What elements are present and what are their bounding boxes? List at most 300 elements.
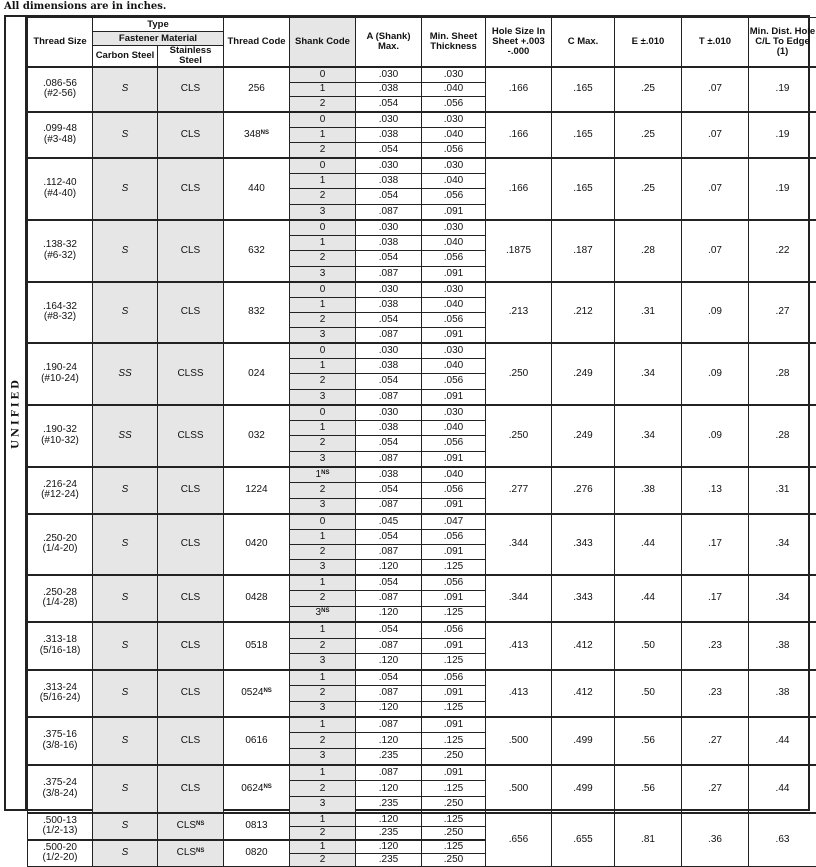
thread-size-alt: (#8-32) xyxy=(28,312,92,323)
e-cell: .44 xyxy=(615,514,682,575)
a-shank-cell: .120 xyxy=(356,813,422,827)
hole-size-cell: .500 xyxy=(486,765,552,813)
shank-code-cell: 2 xyxy=(290,142,356,158)
a-shank-cell: .120 xyxy=(356,559,422,575)
thread-code-cell: $0624^{NS}$ xyxy=(224,765,290,813)
thread-code-cell: 0616 xyxy=(224,717,290,765)
shank-code-cell: 2 xyxy=(290,686,356,701)
t-cell: .17 xyxy=(682,514,749,575)
min-sheet-cell: .040 xyxy=(422,174,486,189)
table-row xyxy=(28,67,816,82)
shank-code-cell: 3 xyxy=(290,498,356,514)
min-sheet-cell: .056 xyxy=(422,97,486,112)
stainless-steel-cell: $CLS^{NS}$ xyxy=(158,840,224,867)
min-sheet-cell: .250 xyxy=(422,797,486,813)
e-cell: .38 xyxy=(615,467,682,514)
a-shank-cell: .038 xyxy=(356,359,422,374)
c-max-cell: .412 xyxy=(552,670,615,717)
edge-dist-cell: .44 xyxy=(749,717,816,765)
e-cell: .25 xyxy=(615,158,682,220)
min-sheet-cell: .091 xyxy=(422,717,486,733)
a-shank-cell: .235 xyxy=(356,749,422,765)
thread-size: .138-32 xyxy=(28,240,92,251)
carbon-steel-cell: S xyxy=(93,220,158,282)
th-min-dist: Min. Dist. Hole C/L To Edge (1) xyxy=(749,18,816,67)
shank-code-cell: 0 xyxy=(290,282,356,298)
edge-dist-cell: .19 xyxy=(749,67,816,112)
shank-code-cell: 0 xyxy=(290,158,356,174)
a-shank-cell: .087 xyxy=(356,591,422,606)
c-max-cell: .343 xyxy=(552,514,615,575)
a-shank-cell: .087 xyxy=(356,327,422,343)
thread-size: .112-40 xyxy=(28,178,92,189)
thread-size: .164-32 xyxy=(28,302,92,313)
a-shank-cell: .087 xyxy=(356,765,422,781)
a-shank-cell: .054 xyxy=(356,97,422,112)
e-cell: .25 xyxy=(615,112,682,158)
shank-code-cell: 2 xyxy=(290,189,356,204)
carbon-steel-cell: S xyxy=(93,158,158,220)
thread-size-cell xyxy=(28,220,93,282)
thread-code-cell: 832 xyxy=(224,282,290,343)
t-cell: .27 xyxy=(682,717,749,765)
e-cell: .56 xyxy=(615,717,682,765)
stainless-steel-cell: CLS xyxy=(158,112,224,158)
table-row xyxy=(28,575,816,591)
a-shank-cell: .087 xyxy=(356,544,422,559)
min-sheet-cell: .056 xyxy=(422,529,486,544)
t-cell: .07 xyxy=(682,220,749,282)
stainless-steel-cell: CLSS xyxy=(158,343,224,405)
min-sheet-cell: .125 xyxy=(422,606,486,622)
shank-code-cell: 2 xyxy=(290,312,356,327)
shank-code-cell: 0 xyxy=(290,112,356,128)
thread-size: .500-13 xyxy=(28,816,92,827)
stainless-steel-cell: CLS xyxy=(158,158,224,220)
thread-size-alt: (#10-32) xyxy=(28,436,92,447)
table-row xyxy=(28,158,816,174)
hole-size-cell: .166 xyxy=(486,112,552,158)
ns-superscript: NS xyxy=(196,848,204,854)
thread-size-alt: (#6-32) xyxy=(28,251,92,262)
shank-code-cell: 1 xyxy=(290,840,356,854)
th-e: E ±.010 xyxy=(615,18,682,67)
spec-table-frame xyxy=(4,15,810,811)
a-shank-cell: .087 xyxy=(356,204,422,220)
c-max-cell: .499 xyxy=(552,717,615,765)
thread-size: .500-20 xyxy=(28,843,92,854)
a-shank-cell: .235 xyxy=(356,853,422,866)
a-shank-cell: .054 xyxy=(356,189,422,204)
a-shank-cell: .030 xyxy=(356,220,422,236)
edge-dist-cell: .38 xyxy=(749,670,816,717)
shank-code-cell: 2 xyxy=(290,781,356,797)
shank-code-cell: $1^{NS}$ xyxy=(290,467,356,483)
hole-size-cell: .413 xyxy=(486,622,552,670)
min-sheet-cell: .056 xyxy=(422,142,486,158)
thread-size-cell xyxy=(28,343,93,405)
min-sheet-cell: .091 xyxy=(422,591,486,606)
shank-code-cell: 2 xyxy=(290,544,356,559)
thread-size-cell xyxy=(28,765,93,813)
a-shank-cell: .038 xyxy=(356,127,422,142)
thread-size-cell xyxy=(28,112,93,158)
min-sheet-cell: .091 xyxy=(422,327,486,343)
carbon-steel-cell: S xyxy=(93,467,158,514)
hole-size-cell: .277 xyxy=(486,467,552,514)
shank-code-cell: 1 xyxy=(290,813,356,827)
min-sheet-cell: .030 xyxy=(422,282,486,298)
hole-size-cell: .166 xyxy=(486,67,552,112)
min-sheet-cell: .250 xyxy=(422,749,486,765)
shank-code-cell: 1 xyxy=(290,670,356,686)
a-shank-cell: .030 xyxy=(356,112,422,128)
shank-code-cell: 0 xyxy=(290,514,356,530)
stainless-steel-cell: CLS xyxy=(158,765,224,813)
carbon-steel-cell: S xyxy=(93,112,158,158)
th-shank-code: Shank Code xyxy=(290,18,356,67)
thread-code-cell: 0420 xyxy=(224,514,290,575)
e-cell: .81 xyxy=(615,813,682,867)
carbon-steel-cell: S xyxy=(93,840,158,867)
table-row xyxy=(28,514,816,530)
a-shank-cell: .120 xyxy=(356,840,422,854)
min-sheet-cell: .091 xyxy=(422,451,486,467)
c-max-cell: .343 xyxy=(552,575,615,622)
shank-code-cell: 3 xyxy=(290,749,356,765)
e-cell: .31 xyxy=(615,282,682,343)
min-sheet-cell: .030 xyxy=(422,405,486,421)
edge-dist-cell: .34 xyxy=(749,514,816,575)
thread-size-alt: (#4-40) xyxy=(28,189,92,200)
edge-dist-cell: .38 xyxy=(749,622,816,670)
edge-dist-cell: .19 xyxy=(749,112,816,158)
table-row xyxy=(28,670,816,686)
hole-size-cell: .656 xyxy=(486,813,552,867)
carbon-steel-cell: S xyxy=(93,717,158,765)
stainless-steel-cell: CLS xyxy=(158,467,224,514)
carbon-steel-cell: S xyxy=(93,765,158,813)
shank-code-cell: 2 xyxy=(290,853,356,866)
thread-size: .190-32 xyxy=(28,425,92,436)
thread-code-cell: 1224 xyxy=(224,467,290,514)
ns-superscript: NS xyxy=(263,688,271,694)
stainless-steel-cell: $CLS^{NS}$ xyxy=(158,813,224,840)
a-shank-cell: .038 xyxy=(356,82,422,97)
table-row xyxy=(28,717,816,733)
thread-size-cell xyxy=(28,405,93,467)
table-row xyxy=(28,467,816,483)
shank-code-cell: 3 xyxy=(290,204,356,220)
table-row xyxy=(28,282,816,298)
thread-size: .099-48 xyxy=(28,124,92,135)
a-shank-cell: .120 xyxy=(356,654,422,670)
hole-size-cell: .1875 xyxy=(486,220,552,282)
min-sheet-cell: .030 xyxy=(422,343,486,359)
thread-code-cell: 0820 xyxy=(224,840,290,867)
hole-size-cell: .344 xyxy=(486,514,552,575)
c-max-cell: .249 xyxy=(552,405,615,467)
min-sheet-cell: .047 xyxy=(422,514,486,530)
e-cell: .34 xyxy=(615,405,682,467)
c-max-cell: .165 xyxy=(552,112,615,158)
min-sheet-cell: .125 xyxy=(422,559,486,575)
min-sheet-cell: .091 xyxy=(422,204,486,220)
t-cell: .07 xyxy=(682,158,749,220)
thread-size: .375-24 xyxy=(28,778,92,789)
thread-size-alt: (3/8-24) xyxy=(28,789,92,800)
a-shank-cell: .038 xyxy=(356,421,422,436)
thread-size-alt: (1/4-28) xyxy=(28,598,92,609)
th-stainless-steel: Stainless Steel xyxy=(158,46,224,67)
shank-code-cell: 1 xyxy=(290,174,356,189)
min-sheet-cell: .056 xyxy=(422,374,486,389)
e-cell: .50 xyxy=(615,670,682,717)
shank-code-cell: 2 xyxy=(290,97,356,112)
thread-size-cell xyxy=(28,622,93,670)
stainless-steel-cell: CLS xyxy=(158,575,224,622)
a-shank-cell: .087 xyxy=(356,266,422,282)
table-row xyxy=(28,813,816,827)
units-note: All dimensions are in inches. xyxy=(4,1,166,12)
min-sheet-cell: .056 xyxy=(422,312,486,327)
a-shank-cell: .054 xyxy=(356,374,422,389)
th-fastener-material: Fastener Material xyxy=(93,32,224,46)
t-cell: .23 xyxy=(682,670,749,717)
shank-code-cell: 3 xyxy=(290,797,356,813)
fastener-spec-table xyxy=(27,17,816,867)
thread-size-alt: (1/2-13) xyxy=(28,826,92,837)
a-shank-cell: .087 xyxy=(356,717,422,733)
shank-code-cell: 3 xyxy=(290,389,356,405)
min-sheet-cell: .091 xyxy=(422,266,486,282)
a-shank-cell: .120 xyxy=(356,606,422,622)
thread-size-alt: (#3-48) xyxy=(28,135,92,146)
c-max-cell: .412 xyxy=(552,622,615,670)
edge-dist-cell: .44 xyxy=(749,765,816,813)
edge-dist-cell: .28 xyxy=(749,343,816,405)
a-shank-cell: .087 xyxy=(356,686,422,701)
a-shank-cell: .087 xyxy=(356,498,422,514)
hole-size-cell: .413 xyxy=(486,670,552,717)
min-sheet-cell: .125 xyxy=(422,781,486,797)
table-row xyxy=(28,622,816,638)
shank-code-cell: 1 xyxy=(290,127,356,142)
hole-size-cell: .166 xyxy=(486,158,552,220)
a-shank-cell: .087 xyxy=(356,389,422,405)
e-cell: .28 xyxy=(615,220,682,282)
thread-size: .086-56 xyxy=(28,79,92,90)
a-shank-cell: .054 xyxy=(356,483,422,498)
table-header xyxy=(28,18,816,67)
shank-code-cell: 3 xyxy=(290,327,356,343)
thread-size: .216-24 xyxy=(28,480,92,491)
carbon-steel-cell: S xyxy=(93,282,158,343)
shank-code-cell: 1 xyxy=(290,359,356,374)
thread-size-cell xyxy=(28,514,93,575)
ns-superscript: NS xyxy=(321,470,329,476)
carbon-steel-cell: S xyxy=(93,575,158,622)
shank-code-cell: 1 xyxy=(290,575,356,591)
thread-size-cell xyxy=(28,158,93,220)
shank-code-cell: 0 xyxy=(290,343,356,359)
stainless-steel-cell: CLS xyxy=(158,514,224,575)
min-sheet-cell: .250 xyxy=(422,826,486,840)
e-cell: .56 xyxy=(615,765,682,813)
t-cell: .17 xyxy=(682,575,749,622)
shank-code-cell: 2 xyxy=(290,251,356,266)
th-t: T ±.010 xyxy=(682,18,749,67)
carbon-steel-cell: S xyxy=(93,622,158,670)
a-shank-cell: .054 xyxy=(356,251,422,266)
thread-size-alt: (1/2-20) xyxy=(28,853,92,864)
carbon-steel-cell: SS xyxy=(93,405,158,467)
th-a: A (Shank) Max. xyxy=(356,18,422,67)
shank-code-cell: 0 xyxy=(290,405,356,421)
thread-size-cell xyxy=(28,717,93,765)
thread-size: .190-24 xyxy=(28,363,92,374)
thread-size-cell xyxy=(28,670,93,717)
th-thread-code: Thread Code xyxy=(224,18,290,67)
t-cell: .09 xyxy=(682,282,749,343)
min-sheet-cell: .056 xyxy=(422,189,486,204)
min-sheet-cell: .091 xyxy=(422,638,486,654)
edge-dist-cell: .63 xyxy=(749,813,816,867)
a-shank-cell: .087 xyxy=(356,638,422,654)
thread-size-alt: (#10-24) xyxy=(28,374,92,385)
min-sheet-cell: .040 xyxy=(422,421,486,436)
min-sheet-cell: .030 xyxy=(422,112,486,128)
a-shank-cell: .054 xyxy=(356,670,422,686)
carbon-steel-cell: S xyxy=(93,670,158,717)
thread-code-cell: 032 xyxy=(224,405,290,467)
c-max-cell: .212 xyxy=(552,282,615,343)
min-sheet-cell: .040 xyxy=(422,236,486,251)
a-shank-cell: .054 xyxy=(356,622,422,638)
thread-code-cell: $0524^{NS}$ xyxy=(224,670,290,717)
shank-code-cell: 2 xyxy=(290,436,356,451)
stainless-steel-cell: CLS xyxy=(158,622,224,670)
e-cell: .50 xyxy=(615,622,682,670)
min-sheet-cell: .056 xyxy=(422,622,486,638)
a-shank-cell: .030 xyxy=(356,343,422,359)
shank-code-cell: 0 xyxy=(290,67,356,82)
a-shank-cell: .030 xyxy=(356,405,422,421)
hole-size-cell: .213 xyxy=(486,282,552,343)
shank-code-cell: 3 xyxy=(290,654,356,670)
c-max-cell: .249 xyxy=(552,343,615,405)
shank-code-cell: 1 xyxy=(290,717,356,733)
shank-code-cell: 3 xyxy=(290,451,356,467)
thread-code-cell: 0428 xyxy=(224,575,290,622)
shank-code-cell: 2 xyxy=(290,638,356,654)
thread-size-alt: (#2-56) xyxy=(28,89,92,100)
hole-size-cell: .500 xyxy=(486,717,552,765)
shank-code-cell: 1 xyxy=(290,421,356,436)
stainless-steel-cell: CLSS xyxy=(158,405,224,467)
th-min-sheet: Min. Sheet Thickness xyxy=(422,18,486,67)
shank-code-cell: 1 xyxy=(290,297,356,312)
min-sheet-cell: .125 xyxy=(422,701,486,717)
shank-code-cell: 1 xyxy=(290,765,356,781)
shank-code-cell: 1 xyxy=(290,622,356,638)
min-sheet-cell: .091 xyxy=(422,498,486,514)
thread-code-cell: 256 xyxy=(224,67,290,112)
a-shank-cell: .045 xyxy=(356,514,422,530)
min-sheet-cell: .091 xyxy=(422,686,486,701)
th-carbon-steel: Carbon Steel xyxy=(93,46,158,67)
c-max-cell: .165 xyxy=(552,158,615,220)
min-sheet-cell: .056 xyxy=(422,436,486,451)
thread-code-cell: 632 xyxy=(224,220,290,282)
min-sheet-cell: .040 xyxy=(422,359,486,374)
shank-code-cell: 1 xyxy=(290,236,356,251)
shank-code-cell: 2 xyxy=(290,733,356,749)
shank-code-cell: 3 xyxy=(290,701,356,717)
a-shank-cell: .120 xyxy=(356,781,422,797)
thread-size-cell xyxy=(28,813,93,840)
e-cell: .25 xyxy=(615,67,682,112)
min-sheet-cell: .125 xyxy=(422,840,486,854)
thread-code-cell: 0813 xyxy=(224,813,290,840)
stainless-steel-cell: CLS xyxy=(158,67,224,112)
stainless-steel-cell: CLS xyxy=(158,282,224,343)
hole-size-cell: .250 xyxy=(486,343,552,405)
shank-code-cell: 2 xyxy=(290,826,356,840)
carbon-steel-cell: S xyxy=(93,813,158,840)
min-sheet-cell: .040 xyxy=(422,127,486,142)
min-sheet-cell: .091 xyxy=(422,544,486,559)
a-shank-cell: .030 xyxy=(356,158,422,174)
table-row xyxy=(28,765,816,781)
a-shank-cell: .054 xyxy=(356,312,422,327)
th-thread-size: Thread Size xyxy=(28,18,93,67)
thread-code-cell: 440 xyxy=(224,158,290,220)
shank-code-cell: 1 xyxy=(290,529,356,544)
t-cell: .36 xyxy=(682,813,749,867)
min-sheet-cell: .056 xyxy=(422,483,486,498)
table-row xyxy=(28,112,816,128)
a-shank-cell: .038 xyxy=(356,174,422,189)
th-type: Type xyxy=(93,18,224,32)
t-cell: .09 xyxy=(682,405,749,467)
stainless-steel-cell: CLS xyxy=(158,670,224,717)
min-sheet-cell: .056 xyxy=(422,251,486,266)
min-sheet-cell: .056 xyxy=(422,575,486,591)
thread-size-alt: (5/16-18) xyxy=(28,646,92,657)
min-sheet-cell: .056 xyxy=(422,670,486,686)
min-sheet-cell: .125 xyxy=(422,654,486,670)
a-shank-cell: .030 xyxy=(356,282,422,298)
e-cell: .44 xyxy=(615,575,682,622)
thread-size-alt: (#12-24) xyxy=(28,490,92,501)
stainless-steel-cell: CLS xyxy=(158,220,224,282)
a-shank-cell: .038 xyxy=(356,236,422,251)
min-sheet-cell: .040 xyxy=(422,467,486,483)
min-sheet-cell: .030 xyxy=(422,67,486,82)
hole-size-cell: .250 xyxy=(486,405,552,467)
a-shank-cell: .054 xyxy=(356,575,422,591)
a-shank-cell: .038 xyxy=(356,297,422,312)
a-shank-cell: .087 xyxy=(356,451,422,467)
min-sheet-cell: .040 xyxy=(422,297,486,312)
edge-dist-cell: .22 xyxy=(749,220,816,282)
edge-dist-cell: .28 xyxy=(749,405,816,467)
edge-dist-cell: .27 xyxy=(749,282,816,343)
hole-size-cell: .344 xyxy=(486,575,552,622)
thread-size-alt: (5/16-24) xyxy=(28,693,92,704)
c-max-cell: .187 xyxy=(552,220,615,282)
